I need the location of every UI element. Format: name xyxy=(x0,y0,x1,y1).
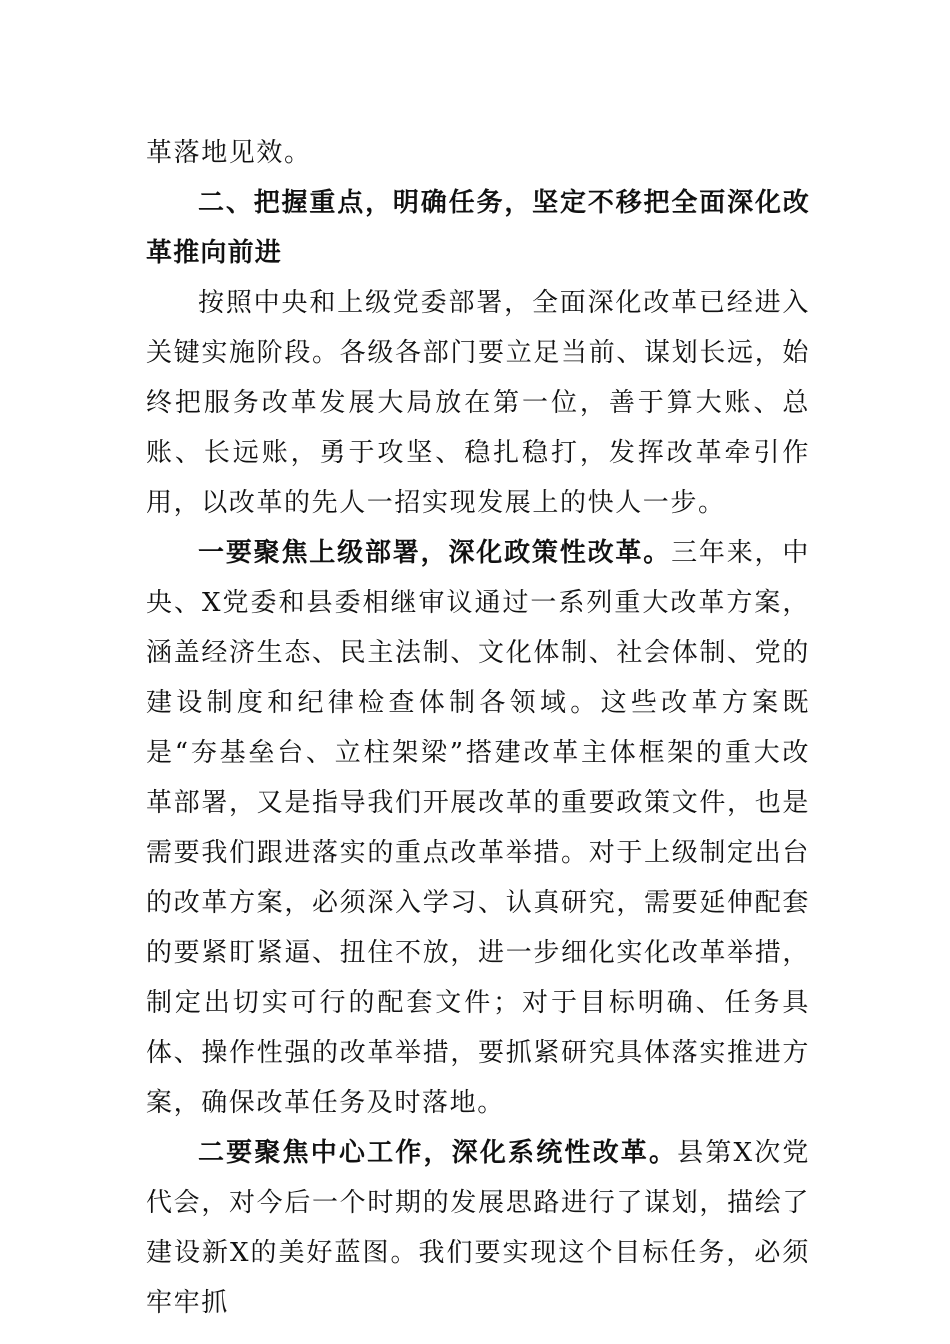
item-2-body: 县第X次党代会，对今后一个时期的发展思路进行了谋划，描绘了建设新X的美好蓝图。我们要实现这个目标任务，必须牢牢抓 xyxy=(146,1138,811,1318)
document-body xyxy=(146,128,810,1328)
paragraph-intro: 按照中央和上级党委部署，全面深化改革已经进入关键实施阶段。各级各部门要立足当前、谋划长远，始终把服务改革发展大局放在第一位，善于算大账、总账、长远账，勇于攻坚、稳扎稳打，发挥改革牵引作用，以改革的先人一招实现发展上的快人一步。 xyxy=(146,288,810,518)
item-2-lead: 二要聚焦中心工作，深化系统性改革。 xyxy=(198,1138,678,1168)
item-1-body: 三年来，中央、X党委和县委相继审议通过一系列重大改革方案，涵盖经济生态、民主法制、文化体制、社会体制、党的建设制度和纪律检查体制各领域。这些改革方案既是“夯基垒台、立柱架梁”搭建改革主体框架的重大改革部署，又是指导我们开展改革的重要政策文件，也是需要我们跟进落实的重点改革举措。对于上级制定出台的改革方案，必须深入学习、认真研究，需要延伸配套的要紧盯紧逼、扭住不放，进一步细化实化改革举措，制定出切实可行的配套文件；对于目标明确、任务具体、操作性强的改革举措，要抓紧研究具体落实推进方案，确保改革任务及时落地。 xyxy=(146,538,810,1118)
paragraph-item-2 xyxy=(146,1128,810,1328)
paragraph-item-1 xyxy=(146,528,810,1128)
item-1-lead: 一要聚焦上级部署，深化政策性改革。 xyxy=(198,538,672,568)
paragraph-continuation: 革落地见效。 xyxy=(146,138,312,168)
section-heading: 二、把握重点，明确任务，坚定不移把全面深化改革推向前进 xyxy=(146,188,810,268)
